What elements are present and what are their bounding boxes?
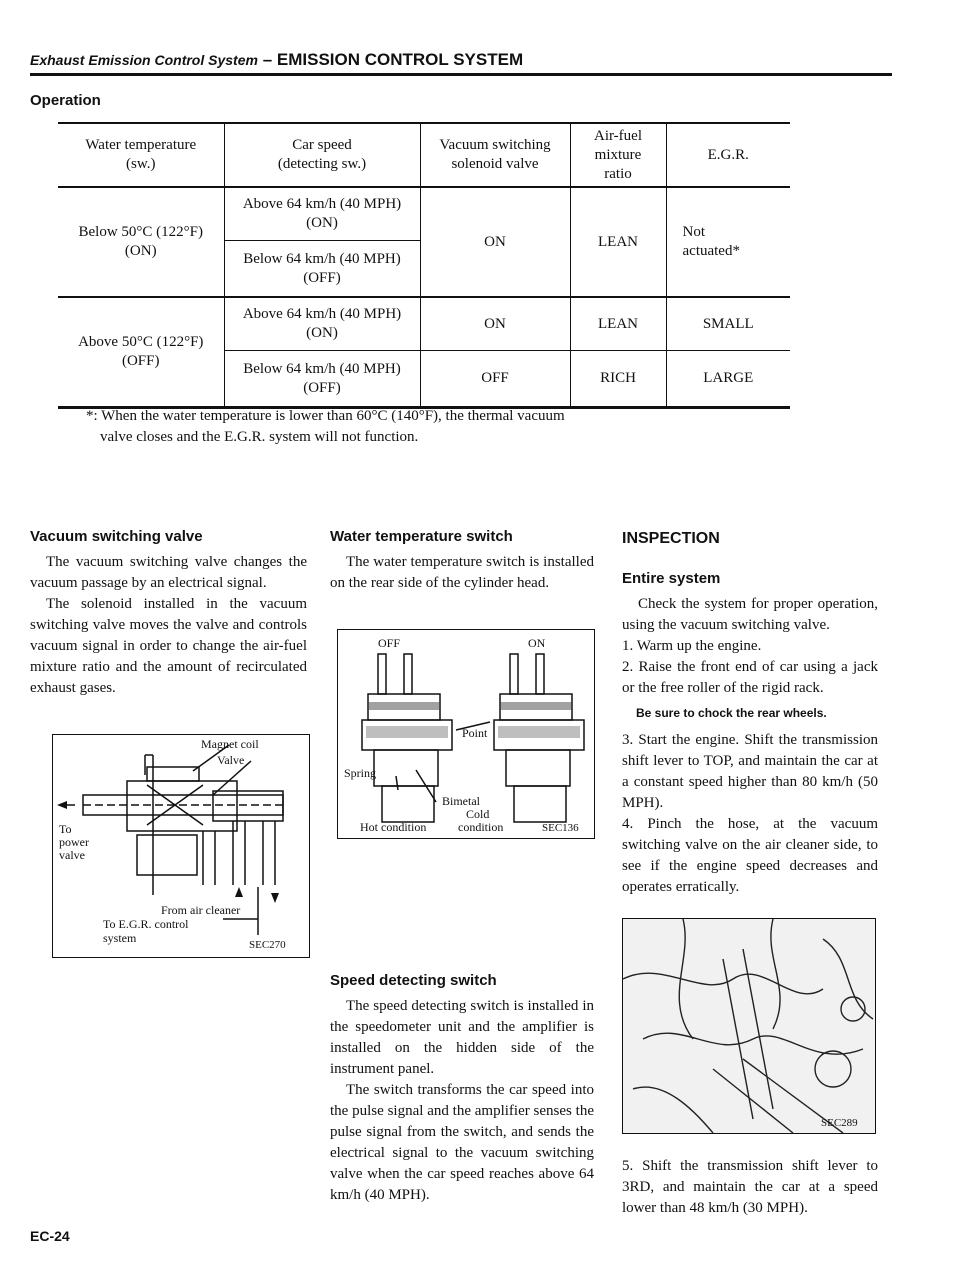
table-row: Below 64 km/h (40 MPH) (OFF) OFF RICH LARGE bbox=[58, 351, 790, 408]
label-valve: Valve bbox=[217, 753, 245, 767]
header-title: EMISSION CONTROL SYSTEM bbox=[276, 50, 524, 69]
label-cold: Cold bbox=[466, 807, 490, 821]
entire-system-heading: Entire system bbox=[622, 570, 721, 587]
water-switch-heading: Water temperature switch bbox=[330, 528, 513, 545]
header-rule bbox=[30, 73, 892, 76]
inspection-heading: INSPECTION bbox=[622, 530, 720, 547]
label-bimetal: Bimetal bbox=[442, 794, 480, 808]
speed-switch-text: The speed detecting switch is installed in the speedometer unit and the amplifier is installed on the hidden side of the instrument panel. The switch transforms the car speed into the pulse signal and the amplifier senses the pulse signal from the switch, and sends the electrical signal to the vacuum switching valve when the car speed reaches above 64 km/h (40 MPH). bbox=[330, 998, 594, 1203]
table-row: Above 50°C (122°F) (OFF) Above 64 km/h (40 MPH) (ON) ON LEAN SMALL bbox=[58, 297, 790, 351]
inspection-text: Check the system for proper operation, using the vacuum switching valve. 1. Warm up the engine. 2. Raise the front end of car using a jack or the free roller of the rigid rack. Be sure to chock the rear wheels. 3. Start the engine. Shift the transmission shift lever to TOP, and maintain the car at a constant speed higher than 80 km/h (50 MPH). 4. Pinch the hose, at the vacuum switching valve on the air cleaner side, to see if the engine speed decreases and operates erratically. bbox=[622, 596, 878, 895]
table-row: Below 50°C (122°F) (ON) Above 64 km/h (40 MPH) (ON) ON LEAN Not actuated* bbox=[58, 187, 790, 241]
figure-code: SEC270 bbox=[249, 939, 286, 951]
table-footnote: *: When the water temperature is lower than 60°C (140°F), the thermal vacuum valve closes and the E.G.R. system will not function. bbox=[86, 408, 565, 445]
label-on: ON bbox=[528, 636, 546, 650]
label-to-egr-control: To E.G.R. control system bbox=[103, 917, 189, 945]
vacuum-valve-heading: Vacuum switching valve bbox=[30, 528, 203, 545]
table-row: Below 64 km/h (40 MPH) (OFF) bbox=[58, 241, 790, 297]
caution-note: Be sure to chock the rear wheels. bbox=[636, 706, 827, 720]
col-speed: Car speed (detecting sw.) bbox=[224, 123, 420, 187]
label-hot-condition: Hot condition bbox=[360, 820, 427, 834]
label-from-air-cleaner: From air cleaner bbox=[161, 903, 241, 917]
col-egr: E.G.R. bbox=[666, 123, 790, 187]
inspection-photo bbox=[622, 918, 876, 1134]
label-spring: Spring bbox=[344, 766, 377, 780]
water-switch-text: The water temperature switch is installed on the rear side of the cylinder head. bbox=[330, 554, 594, 591]
page-number: EC-24 bbox=[30, 1228, 70, 1244]
water-switch-figure bbox=[337, 629, 595, 839]
header-subtitle: Exhaust Emission Control System bbox=[30, 52, 258, 68]
table-header-row bbox=[58, 123, 790, 187]
label-point: Point bbox=[462, 726, 488, 740]
vacuum-valve-text: The vacuum switching valve changes the vacuum passage by an electrical signal. The solenoid installed in the vacuum switching valve moves the valve and controls vacuum signal in order to change the air-fuel mixture ratio and the amount of recirculated exhaust gases. bbox=[30, 554, 307, 696]
figure-code: SEC136 bbox=[542, 822, 579, 834]
vacuum-valve-figure bbox=[52, 734, 310, 958]
page-header bbox=[30, 50, 523, 70]
col-airfuel: Air-fuel mixture ratio bbox=[570, 123, 666, 187]
operation-table bbox=[58, 122, 790, 409]
label-off: OFF bbox=[378, 636, 401, 650]
col-water: Water temperature (sw.) bbox=[58, 123, 224, 187]
operation-heading: Operation bbox=[30, 92, 101, 109]
col-vacuum: Vacuum switching solenoid valve bbox=[420, 123, 570, 187]
label-to-power-valve: To power valve bbox=[59, 822, 89, 862]
label-magnet-coil: Magnet coil bbox=[201, 737, 259, 751]
inspection-step5: 5. Shift the transmission shift lever to 3RD, and maintain the car at a speed lower than 48 km/h (30 MPH). bbox=[622, 1158, 878, 1216]
label-condition: condition bbox=[458, 820, 504, 834]
figure-code: SEC289 bbox=[821, 1117, 858, 1129]
header-dash: – bbox=[262, 50, 273, 69]
speed-switch-heading: Speed detecting switch bbox=[330, 972, 497, 989]
